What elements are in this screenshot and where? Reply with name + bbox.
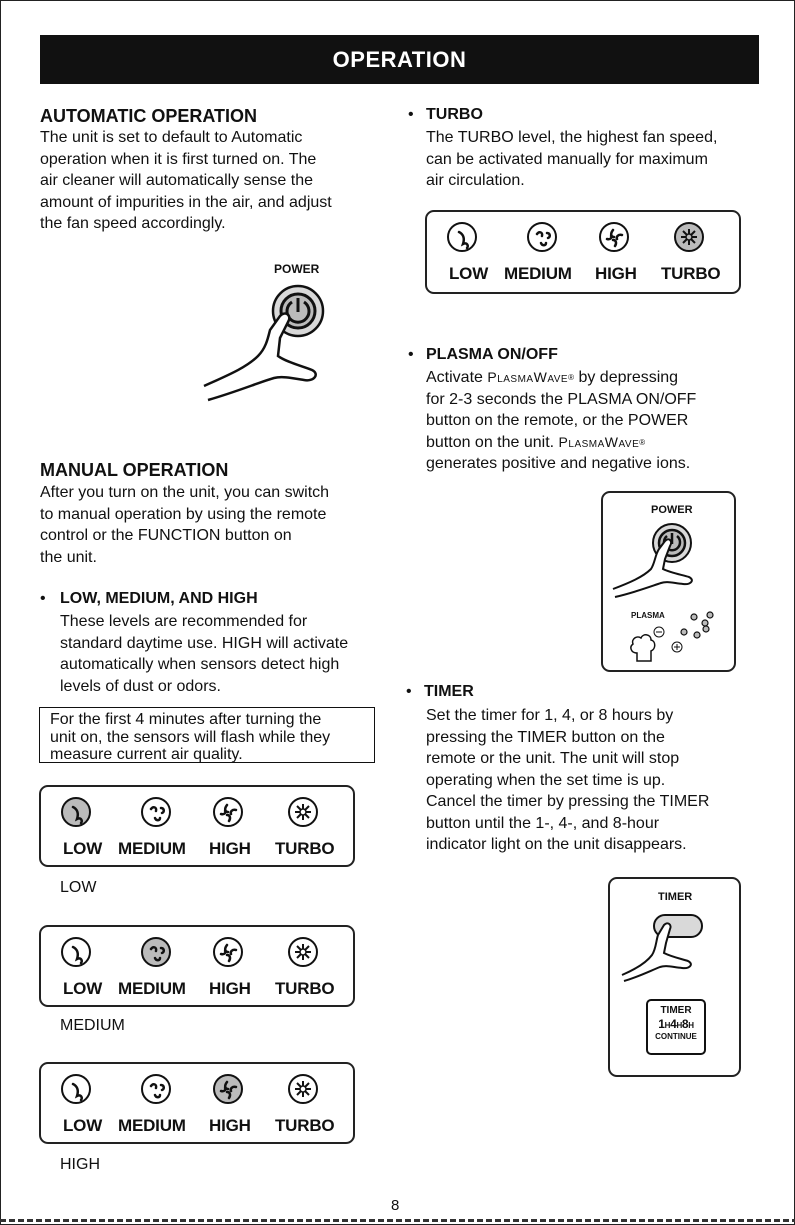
fan-label-turbo: TURBO bbox=[275, 979, 335, 998]
plasma-line: button on the unit. PlasmaWave® bbox=[426, 433, 646, 451]
caption-high: HIGH bbox=[60, 1156, 100, 1173]
fan-high-icon bbox=[213, 1074, 243, 1104]
sensor-note-box bbox=[39, 707, 375, 763]
plasma-label: PLASMA bbox=[631, 611, 665, 620]
lmh-line: levels of dust or odors. bbox=[60, 677, 221, 695]
fan-label-medium: MEDIUM bbox=[118, 1116, 186, 1135]
note-line: measure current air quality. bbox=[50, 746, 243, 763]
auto-line: the fan speed accordingly. bbox=[40, 215, 226, 232]
fan-label-low: LOW bbox=[63, 1116, 103, 1135]
fan-label-medium: MEDIUM bbox=[504, 264, 572, 283]
timer-button-label: TIMER bbox=[658, 891, 693, 903]
lmh-line: standard daytime use. HIGH will activate bbox=[60, 634, 349, 652]
fan-label-low: LOW bbox=[63, 979, 103, 998]
plasma-line: for 2-3 seconds the PLASMA ON/OFF bbox=[426, 390, 697, 408]
fan-turbo-icon bbox=[288, 797, 318, 827]
timer-display-title: TIMER bbox=[660, 1005, 692, 1016]
auto-line: air cleaner will automatically sense the bbox=[40, 172, 314, 189]
fan-low-icon bbox=[61, 937, 91, 967]
manual-line: to manual operation by using the remote bbox=[40, 505, 327, 523]
plasmawave-brand: PlasmaWave bbox=[487, 369, 569, 385]
plasma-line: generates positive and negative ions. bbox=[426, 455, 691, 472]
fan-medium-icon bbox=[141, 1074, 171, 1104]
fan-label-high: HIGH bbox=[209, 979, 251, 998]
fan-medium-icon bbox=[527, 222, 557, 252]
fan-low-icon bbox=[61, 797, 91, 827]
caption-low: LOW bbox=[60, 879, 97, 896]
timer-line: operating when the set time is up. bbox=[426, 771, 666, 789]
fan-panel-turbo bbox=[425, 210, 741, 294]
timer-line: remote or the unit. The unit will stop bbox=[426, 750, 680, 767]
power-label: POWER bbox=[274, 262, 320, 276]
fan-panel-medium bbox=[39, 925, 355, 1007]
lmh-line: automatically when sensors detect high bbox=[60, 656, 340, 673]
caption-medium: MEDIUM bbox=[60, 1017, 125, 1034]
timer-continue: CONTINUE bbox=[655, 1032, 697, 1041]
fan-high-icon bbox=[599, 222, 629, 252]
fan-label-turbo: TURBO bbox=[661, 264, 721, 283]
fan-low-icon bbox=[447, 222, 477, 252]
turbo-line: can be activated manually for maximum bbox=[426, 150, 708, 168]
power-press-illustration bbox=[196, 258, 336, 423]
fan-panel-low bbox=[39, 785, 355, 867]
plasma-line: button on the remote, or the POWER bbox=[426, 412, 689, 429]
auto-heading: AUTOMATIC OPERATION bbox=[40, 106, 257, 126]
bullet: • bbox=[408, 106, 414, 123]
fan-label-high: HIGH bbox=[595, 264, 637, 283]
fan-low-icon bbox=[61, 1074, 91, 1104]
fan-label-high: HIGH bbox=[209, 839, 251, 858]
page-number: 8 bbox=[391, 1197, 400, 1214]
manual-line: the unit. bbox=[40, 548, 97, 566]
power-label: POWER bbox=[651, 504, 693, 516]
fan-label-low: LOW bbox=[449, 264, 489, 283]
timer-display bbox=[646, 999, 706, 1055]
bullet: • bbox=[40, 590, 46, 607]
lmh-line: These levels are recommended for bbox=[60, 613, 308, 630]
auto-line: The unit is set to default to Automatic bbox=[40, 129, 303, 146]
fan-medium-icon bbox=[141, 937, 171, 967]
timer-line: indicator light on the unit disappears. bbox=[426, 836, 687, 853]
manual-body bbox=[40, 482, 329, 568]
power-plasma-control-illustration bbox=[601, 491, 736, 672]
fan-turbo-icon bbox=[288, 1074, 318, 1104]
lmh-body bbox=[60, 611, 348, 697]
timer-title: TIMER bbox=[424, 683, 474, 700]
note-line: unit on, the sensors will flash while they bbox=[50, 728, 331, 746]
manual-line: control or the FUNCTION button on bbox=[40, 527, 292, 544]
timer-line: pressing the TIMER button on the bbox=[426, 728, 665, 746]
plasma-line: Activate PlasmaWave® by depressing bbox=[426, 369, 679, 386]
fan-turbo-icon bbox=[674, 222, 704, 252]
fan-label-turbo: TURBO bbox=[275, 839, 335, 858]
lmh-title: LOW, MEDIUM, AND HIGH bbox=[60, 590, 258, 607]
timer-control-illustration bbox=[608, 877, 741, 1077]
fan-turbo-icon bbox=[288, 937, 318, 967]
fan-medium-icon bbox=[141, 797, 171, 827]
auto-body bbox=[40, 127, 332, 235]
plasma-title: PLASMA ON/OFF bbox=[426, 346, 558, 363]
fan-label-medium: MEDIUM bbox=[118, 839, 186, 858]
timer-body bbox=[426, 705, 709, 856]
fan-panel-high bbox=[39, 1062, 355, 1144]
plasmawave-brand: PlasmaWave bbox=[558, 433, 640, 450]
fan-label-high: HIGH bbox=[209, 1116, 251, 1135]
turbo-title: TURBO bbox=[426, 106, 483, 123]
manual-line: After you turn on the unit, you can switch bbox=[40, 484, 330, 501]
hand-power-icon bbox=[196, 258, 336, 423]
bottom-rule bbox=[0, 1219, 795, 1222]
auto-line: operation when it is first turned on. The bbox=[40, 150, 317, 168]
page-title: OPERATION bbox=[40, 35, 759, 84]
plasma-body bbox=[426, 367, 696, 475]
bullet: • bbox=[406, 683, 412, 700]
timer-line: Set the timer for 1, 4, or 8 hours by bbox=[426, 707, 674, 724]
auto-line: amount of impurities in the air, and adjust bbox=[40, 193, 332, 211]
fan-label-turbo: TURBO bbox=[275, 1116, 335, 1135]
timer-line: Cancel the timer by pressing the TIMER bbox=[426, 793, 710, 810]
hand-power-icon bbox=[603, 493, 734, 670]
fan-label-low: LOW bbox=[63, 839, 103, 858]
turbo-line: air circulation. bbox=[426, 172, 525, 189]
turbo-body bbox=[426, 127, 717, 192]
turbo-line: The TURBO level, the highest fan speed, bbox=[426, 129, 718, 146]
manual-heading: MANUAL OPERATION bbox=[40, 460, 229, 480]
fan-high-icon bbox=[213, 797, 243, 827]
bullet: • bbox=[408, 346, 414, 363]
note-line: For the first 4 minutes after turning the bbox=[50, 711, 322, 728]
fan-high-icon bbox=[213, 937, 243, 967]
fan-label-medium: MEDIUM bbox=[118, 979, 186, 998]
timer-hours: 1H4H8H bbox=[658, 1017, 694, 1031]
timer-line: button until the 1-, 4-, and 8-hour bbox=[426, 814, 660, 832]
